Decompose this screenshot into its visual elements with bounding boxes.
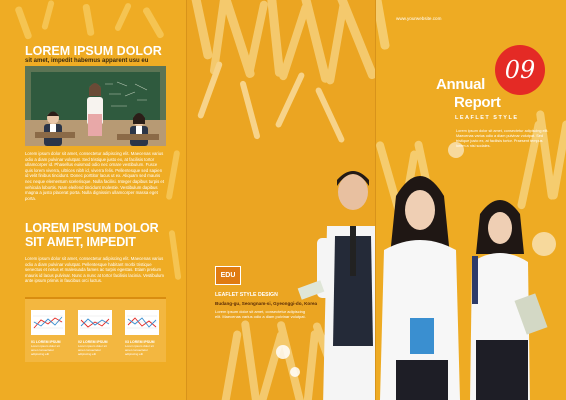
left-heading2-line2: SIT AMET, IMPEDIT [25, 235, 136, 249]
mini-chart-text-2: Lorem ipsum dolor sit amet consectetur adipiscing elit [78, 344, 107, 356]
classroom-photo [25, 66, 166, 146]
middle-panel [186, 0, 376, 400]
design-title: LEAFLET STYLE DESIGN [215, 292, 278, 298]
title-annual: Annual [436, 76, 486, 93]
mini-chart-label-2: 02 LOREM IPSUM [78, 340, 108, 344]
left-heading: LOREM IPSUM DOLOR [25, 44, 162, 58]
right-body: Lorem ipsum dolor sit amet, consectetur adipiscing elit. Maecenas varius odio a diam pulvinar volutpat. Sed tristique justo ex, at facilisis tortor. Praesent tempus lorem a nisi sodales. [456, 129, 549, 148]
left-body-2: Lorem ipsum dolor sit amet, consectetur adipiscing elit. Maecenas varius odio a diam pulvinar volutpat. Pellentesque habitant morbi tristique senectus et netus et malesuada fames ac turpis egestas. Etiam pretium mauris id lacus pulvinar. Nunc a nunc at tortor facilisis lacinia. Vestibulum ante ipsum primis in faucibus orci luctus. [25, 256, 164, 284]
left-body-1: Lorem ipsum dolor sit amet, consectetur adipiscing elit. Maecenas varius odio a diam pulvinar volutpat. Sed tristique justo ex, at facilisis tortor ullamcorper id. Phasellus euismod odio nec ornare vestibulum. Fusce quis lorem viverra, ultrices nibh id, viverra felis. Pellentesque sed sapien id velit finibus tincidunt. Donec porttitor lacus ut ex. Aliquam sed mauris nec neque elementum scelerisque. Nulla facilisi. Integer dapibus turpis et vehicula lobortis. Nam eleifend tincidunt molestie. Vestibulum dapibus magna a justo placerat porta. Nulla dignissim ullamcorper massa eget porta. [25, 151, 165, 201]
left-subheading: sit amet, impedit habemus apparent usu eu [25, 58, 149, 64]
title-report: Report [454, 94, 501, 111]
tagline: LEAFLET STYLE [455, 115, 519, 121]
mini-line-chart-2 [78, 310, 112, 335]
mini-chart-text-3: Lorem ipsum dolor sit amet consectetur adipiscing elit [125, 344, 154, 356]
mini-line-chart-1 [31, 310, 65, 335]
mini-line-chart-3 [125, 310, 159, 335]
edu-badge: EDU [215, 266, 241, 285]
mini-chart-text-1: Lorem ipsum dolor sit amet consectetur adipiscing elit [31, 344, 60, 356]
mini-chart-label-1: 01 LOREM IPSUM [31, 340, 61, 344]
mini-chart-box [25, 297, 166, 362]
website: www.yourwebsite.com [396, 16, 442, 21]
middle-body: Lorem ipsum dolor sit amet, consectetur adipiscing elit. Maecenas varius odio a diam pulvinar volutpat. [215, 309, 306, 319]
right-panel [375, 0, 566, 400]
issue-number: 09 [504, 56, 536, 84]
left-panel [0, 0, 186, 400]
address: Budang-gu, Seongnam-si, Gyeonggi-do, Korea [215, 301, 318, 306]
issue-circle [495, 45, 545, 95]
mini-chart-label-3: 03 LOREM IPSUM [125, 340, 155, 344]
left-heading2-line1: LOREM IPSUM DOLOR [25, 221, 159, 235]
student-boy-photo [187, 0, 376, 400]
